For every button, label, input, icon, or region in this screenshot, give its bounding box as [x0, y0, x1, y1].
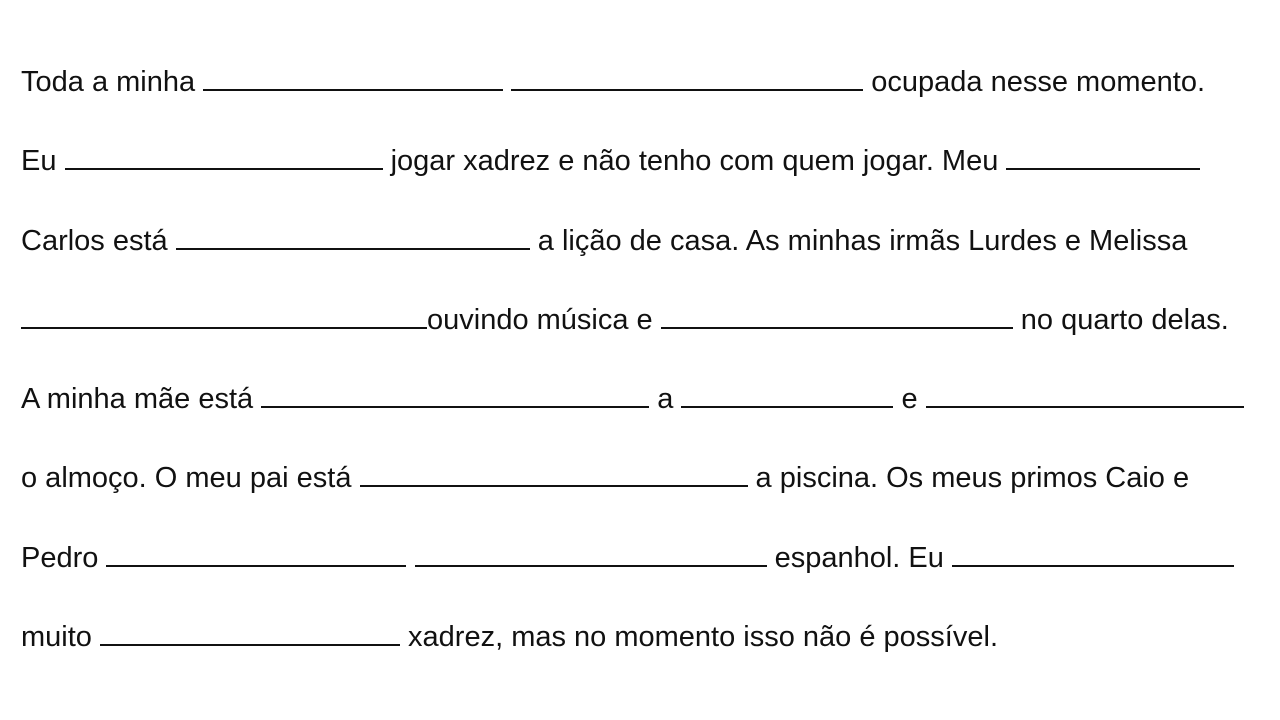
answer-blank[interactable] [65, 146, 383, 170]
sentence-text: a [649, 383, 682, 415]
answer-blank[interactable] [952, 543, 1234, 567]
answer-blank[interactable] [681, 384, 893, 408]
sentence-text: Toda a minha [21, 66, 204, 98]
answer-blank[interactable] [926, 384, 1244, 408]
sentence-text: A minha mãe está [21, 383, 262, 415]
worksheet-line [21, 221, 1187, 261]
sentence-text [406, 538, 414, 578]
sentence-text [503, 62, 511, 102]
sentence-text: espanhol. Eu [766, 542, 952, 574]
worksheet-line [21, 141, 1200, 181]
sentence-text: jogar xadrez e não tenho com quem jogar. Meu [382, 145, 1007, 177]
sentence-text: Pedro [21, 542, 107, 574]
sentence-text: a piscina. Os meus primos Caio e [747, 462, 1190, 494]
answer-blank[interactable] [415, 543, 767, 567]
sentence-text: o almoço. O meu pai está [21, 462, 360, 494]
worksheet-line [21, 62, 1205, 102]
answer-blank[interactable] [511, 67, 863, 91]
sentence-text: e [893, 383, 926, 415]
answer-blank[interactable] [106, 543, 406, 567]
sentence-text: ouvindo música e [427, 304, 661, 336]
worksheet-line [21, 300, 1229, 340]
answer-blank[interactable] [661, 305, 1013, 329]
sentence-text: ocupada nesse momento. [863, 66, 1206, 98]
sentence-text: no quarto delas. [1012, 304, 1229, 336]
answer-blank[interactable] [100, 622, 400, 646]
sentence-text: a lição de casa. As minhas irmãs Lurdes e Melissa [529, 225, 1188, 257]
worksheet-line [21, 379, 1244, 419]
answer-blank[interactable] [203, 67, 503, 91]
answer-blank[interactable] [261, 384, 649, 408]
answer-blank[interactable] [176, 226, 530, 250]
sentence-text: Carlos está [21, 225, 176, 257]
worksheet-line [21, 538, 1234, 578]
answer-blank[interactable] [21, 305, 427, 329]
sentence-text: xadrez, mas no momento isso não é possível. [399, 621, 998, 653]
sentence-text: muito [21, 621, 100, 653]
worksheet-line [21, 617, 998, 657]
answer-blank[interactable] [1006, 146, 1200, 170]
answer-blank[interactable] [360, 463, 748, 487]
sentence-text: Eu [21, 145, 65, 177]
worksheet-line [21, 458, 1189, 498]
